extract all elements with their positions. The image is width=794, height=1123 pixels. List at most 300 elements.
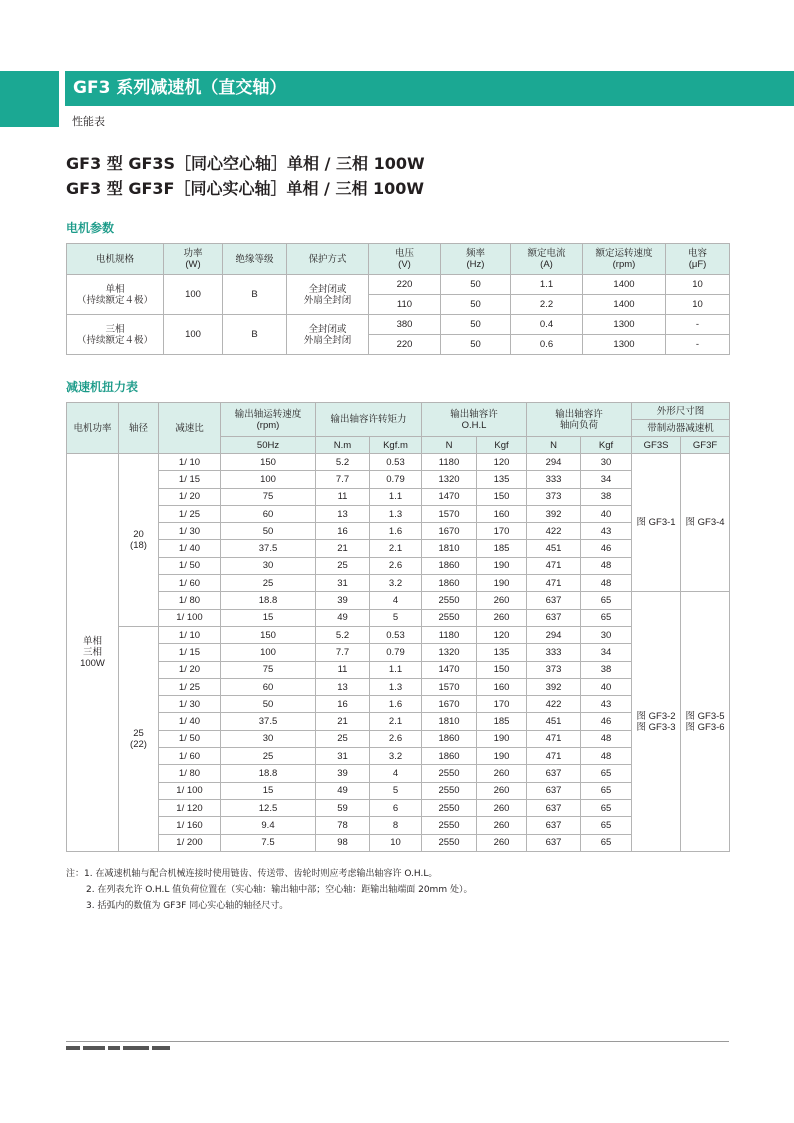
page-title: GF3 系列减速机（直交轴） — [73, 78, 287, 98]
torque-axial-n-cell: 637 — [527, 592, 581, 609]
torque-nm-cell: 11 — [316, 661, 370, 678]
torque-ratio-cell: 1/ 100 — [159, 609, 221, 626]
torque-nm-cell: 39 — [316, 765, 370, 782]
torque-ohl-n-cell: 2550 — [422, 834, 477, 851]
col-header-axial-sub: 轴向负荷 — [560, 419, 599, 431]
col-header-hz: 50Hz — [221, 437, 316, 454]
motor-insulation-cell: B — [223, 315, 287, 355]
torque-axial-kgf-cell: 43 — [581, 523, 632, 540]
motor-row — [67, 275, 730, 295]
col-header-frequency-label: 频率 — [465, 248, 485, 259]
motor-row — [67, 315, 730, 335]
torque-kgfm-cell: 5 — [370, 782, 422, 799]
torque-ohl-kgf-cell: 260 — [477, 834, 527, 851]
model-heading-1: GF3 型 GF3S［同心空心轴］单相 / 三相 100W — [66, 154, 425, 173]
torque-axial-n-cell: 373 — [527, 488, 581, 505]
torque-row — [67, 765, 730, 782]
torque-kgfm-cell: 5 — [370, 609, 422, 626]
motor-protection-cell — [287, 275, 369, 315]
torque-rpm-cell: 75 — [221, 661, 316, 678]
torque-ohl-n-cell: 2550 — [422, 782, 477, 799]
motor-speed-cell: 1400 — [583, 275, 666, 295]
torque-axial-n-cell: 392 — [527, 678, 581, 695]
torque-ratio-cell: 1/ 50 — [159, 557, 221, 574]
col-header-motor-power: 电机功率 — [67, 403, 119, 454]
torque-nm-cell: 13 — [316, 505, 370, 522]
torque-ohl-kgf-cell: 135 — [477, 644, 527, 661]
torque-rpm-cell: 12.5 — [221, 799, 316, 816]
torque-ohl-n-cell: 1860 — [422, 730, 477, 747]
model-heading-2: GF3 型 GF3F［同心实心轴］单相 / 三相 100W — [66, 179, 425, 198]
torque-rpm-cell: 30 — [221, 730, 316, 747]
torque-axial-kgf-cell: 30 — [581, 454, 632, 471]
torque-ohl-n-cell: 1670 — [422, 696, 477, 713]
torque-ratio-cell: 1/ 20 — [159, 488, 221, 505]
page-subtitle: 性能表 — [72, 115, 105, 128]
motor-params-table — [66, 243, 730, 355]
torque-ohl-n-cell: 2550 — [422, 592, 477, 609]
notes-prefix: 注： — [66, 869, 85, 879]
torque-axial-kgf-cell: 48 — [581, 575, 632, 592]
torque-ratio-cell: 1/ 30 — [159, 696, 221, 713]
col-header-output-speed-label: 输出轴运转速度 — [234, 408, 302, 420]
col-header-brake: 带制动器减速机 — [632, 420, 730, 437]
torque-ratio-cell: 1/ 160 — [159, 817, 221, 834]
torque-rpm-cell: 15 — [221, 782, 316, 799]
figure-ref-gf3f-b — [681, 592, 730, 851]
col-header-ohl-kgf: Kgf — [477, 437, 527, 454]
torque-axial-kgf-cell: 48 — [581, 748, 632, 765]
torque-ohl-n-cell: 1860 — [422, 575, 477, 592]
torque-kgfm-cell: 0.79 — [370, 471, 422, 488]
torque-ohl-n-cell: 1180 — [422, 454, 477, 471]
torque-ratio-cell: 1/ 30 — [159, 523, 221, 540]
motor-table-body — [67, 275, 730, 355]
torque-ohl-n-cell: 2550 — [422, 817, 477, 834]
torque-axial-kgf-cell: 40 — [581, 505, 632, 522]
torque-row — [67, 817, 730, 834]
torque-rpm-cell: 150 — [221, 626, 316, 643]
torque-ratio-cell: 1/ 50 — [159, 730, 221, 747]
col-header-frequency-unit: (Hz) — [466, 259, 485, 270]
torque-axial-kgf-cell: 65 — [581, 834, 632, 851]
torque-ohl-n-cell: 1470 — [422, 661, 477, 678]
torque-ohl-n-cell: 2550 — [422, 799, 477, 816]
figure-ref-gf3s-b — [632, 592, 681, 851]
torque-axial-kgf-cell: 40 — [581, 678, 632, 695]
torque-motor-power-line-2: 三相 — [82, 646, 102, 658]
motor-capacitor-cell: 10 — [666, 275, 730, 295]
motor-spec-note: （持续额定４极） — [76, 294, 153, 306]
torque-row — [67, 696, 730, 713]
col-header-axial-label: 输出轴容许 — [555, 408, 603, 420]
motor-voltage-cell: 220 — [369, 335, 441, 355]
torque-row — [67, 730, 730, 747]
motor-spec-name: 单相 — [105, 283, 125, 295]
col-header-ohl-n: N — [422, 437, 477, 454]
torque-row — [67, 471, 730, 488]
torque-kgfm-cell: 3.2 — [370, 748, 422, 765]
torque-kgfm-cell: 1.1 — [370, 488, 422, 505]
torque-axial-kgf-cell: 38 — [581, 661, 632, 678]
torque-shaft-sub: (22) — [130, 738, 147, 750]
motor-current-cell: 0.4 — [511, 315, 583, 335]
torque-kgfm-cell: 4 — [370, 765, 422, 782]
torque-axial-kgf-cell: 43 — [581, 696, 632, 713]
col-header-current — [511, 244, 583, 275]
torque-nm-cell: 39 — [316, 592, 370, 609]
note-2: 2. 在列表允许 O.H.L 值负荷位置在（实心轴：输出轴中部；空心轴：距输出轴端面 20mm 处）。 — [86, 885, 473, 895]
motor-current-cell: 2.2 — [511, 295, 583, 315]
col-header-ohl — [422, 403, 527, 437]
col-header-kgfm: Kgf.m — [370, 437, 422, 454]
motor-header-row — [67, 244, 730, 275]
motor-spec-note: （持续额定４极） — [76, 334, 153, 346]
torque-row — [67, 834, 730, 851]
torque-row — [67, 488, 730, 505]
motor-insulation-cell: B — [223, 275, 287, 315]
col-header-ohl-sub: O.H.L — [461, 419, 487, 431]
figure-ref-gf3s-b-1: 图 GF3-2 — [636, 710, 676, 722]
col-header-shaft: 轴径 — [119, 403, 159, 454]
torque-nm-cell: 13 — [316, 678, 370, 695]
torque-axial-n-cell: 637 — [527, 765, 581, 782]
torque-ratio-cell: 1/ 40 — [159, 540, 221, 557]
motor-voltage-cell: 110 — [369, 295, 441, 315]
torque-rpm-cell: 50 — [221, 523, 316, 540]
motor-protection-line-2: 外扇全封闭 — [303, 294, 352, 306]
torque-row — [67, 799, 730, 816]
torque-axial-n-cell: 471 — [527, 575, 581, 592]
motor-frequency-cell: 50 — [441, 275, 511, 295]
torque-ratio-cell: 1/ 100 — [159, 782, 221, 799]
col-header-voltage-label: 电压 — [394, 248, 414, 259]
motor-spec-cell — [67, 275, 164, 315]
torque-axial-kgf-cell: 34 — [581, 644, 632, 661]
torque-kgfm-cell: 2.6 — [370, 730, 422, 747]
torque-rpm-cell: 30 — [221, 557, 316, 574]
motor-frequency-cell: 50 — [441, 315, 511, 335]
torque-axial-kgf-cell: 34 — [581, 471, 632, 488]
note-3: 3. 括弧内的数值为 GF3F 同心实心轴的轴径尺寸。 — [86, 901, 289, 911]
torque-ohl-kgf-cell: 190 — [477, 575, 527, 592]
torque-rpm-cell: 15 — [221, 609, 316, 626]
torque-row — [67, 748, 730, 765]
col-header-frequency — [441, 244, 511, 275]
torque-axial-n-cell: 451 — [527, 540, 581, 557]
motor-current-cell: 0.6 — [511, 335, 583, 355]
figure-ref-gf3f-b-1: 图 GF3-5 — [685, 710, 725, 722]
col-header-voltage-unit: (V) — [398, 259, 411, 270]
figure-ref-gf3f-b-2: 图 GF3-6 — [685, 721, 725, 733]
torque-axial-n-cell: 373 — [527, 661, 581, 678]
col-header-nm: N.m — [316, 437, 370, 454]
notes-block — [66, 866, 472, 914]
torque-motor-power-line-1: 单相 — [82, 635, 102, 647]
torque-shaft-value: 25 — [133, 727, 144, 739]
torque-ohl-kgf-cell: 150 — [477, 488, 527, 505]
torque-nm-cell: 49 — [316, 782, 370, 799]
torque-nm-cell: 49 — [316, 609, 370, 626]
torque-kgfm-cell: 1.3 — [370, 678, 422, 695]
torque-ohl-n-cell: 1570 — [422, 678, 477, 695]
torque-axial-kgf-cell: 65 — [581, 817, 632, 834]
torque-ohl-kgf-cell: 190 — [477, 557, 527, 574]
torque-axial-kgf-cell: 65 — [581, 609, 632, 626]
torque-axial-n-cell: 451 — [527, 713, 581, 730]
torque-ohl-kgf-cell: 170 — [477, 523, 527, 540]
torque-nm-cell: 78 — [316, 817, 370, 834]
col-header-speed-label: 额定运转速度 — [595, 248, 653, 259]
col-header-protection: 保护方式 — [287, 244, 369, 275]
torque-ohl-n-cell: 2550 — [422, 765, 477, 782]
torque-row — [67, 782, 730, 799]
torque-table — [66, 402, 730, 852]
torque-ratio-cell: 1/ 120 — [159, 799, 221, 816]
col-header-power — [164, 244, 223, 275]
torque-axial-n-cell: 333 — [527, 471, 581, 488]
torque-axial-n-cell: 422 — [527, 696, 581, 713]
torque-row — [67, 557, 730, 574]
torque-ratio-cell: 1/ 25 — [159, 505, 221, 522]
col-header-ohl-label: 输出轴容许 — [450, 408, 498, 420]
torque-rpm-cell: 18.8 — [221, 592, 316, 609]
torque-row — [67, 661, 730, 678]
torque-nm-cell: 16 — [316, 523, 370, 540]
torque-axial-kgf-cell: 65 — [581, 592, 632, 609]
torque-axial-n-cell: 637 — [527, 799, 581, 816]
torque-ratio-cell: 1/ 80 — [159, 592, 221, 609]
note-1-text: 1. 在减速机轴与配合机械连接时使用链齿、传送带、齿轮时则应考虑输出轴容许 O.H.L。 — [84, 869, 438, 879]
torque-ohl-kgf-cell: 185 — [477, 713, 527, 730]
torque-ohl-kgf-cell: 260 — [477, 799, 527, 816]
torque-ratio-cell: 1/ 60 — [159, 575, 221, 592]
motor-capacitor-cell: - — [666, 315, 730, 335]
torque-kgfm-cell: 1.6 — [370, 696, 422, 713]
motor-capacitor-cell: - — [666, 335, 730, 355]
torque-row — [67, 713, 730, 730]
torque-axial-kgf-cell: 65 — [581, 782, 632, 799]
torque-row — [67, 454, 730, 471]
torque-row — [67, 575, 730, 592]
col-header-gf3f: GF3F — [681, 437, 730, 454]
motor-capacitor-cell: 10 — [666, 295, 730, 315]
motor-voltage-cell: 380 — [369, 315, 441, 335]
torque-nm-cell: 16 — [316, 696, 370, 713]
col-header-torque: 输出轴容许转矩力 — [316, 403, 422, 437]
torque-rpm-cell: 7.5 — [221, 834, 316, 851]
col-header-capacitor-label: 电容 — [687, 248, 707, 259]
torque-rpm-cell: 37.5 — [221, 540, 316, 557]
torque-kgfm-cell: 2.6 — [370, 557, 422, 574]
torque-kgfm-cell: 6 — [370, 799, 422, 816]
torque-row — [67, 678, 730, 695]
torque-shaft-value: 20 — [133, 528, 144, 540]
torque-nm-cell: 25 — [316, 730, 370, 747]
torque-rpm-cell: 18.8 — [221, 765, 316, 782]
motor-speed-cell: 1400 — [583, 295, 666, 315]
banner-accent-block — [0, 71, 59, 127]
torque-ratio-cell: 1/ 15 — [159, 471, 221, 488]
motor-protection-line-1: 全封闭或 — [308, 283, 347, 295]
torque-ohl-kgf-cell: 120 — [477, 626, 527, 643]
torque-axial-n-cell: 294 — [527, 454, 581, 471]
torque-ohl-kgf-cell: 185 — [477, 540, 527, 557]
torque-axial-n-cell: 637 — [527, 817, 581, 834]
motor-protection-line-2: 外扇全封闭 — [303, 334, 352, 346]
col-header-voltage — [369, 244, 441, 275]
torque-row — [67, 540, 730, 557]
torque-rpm-cell: 9.4 — [221, 817, 316, 834]
torque-axial-n-cell: 392 — [527, 505, 581, 522]
col-header-output-speed — [221, 403, 316, 437]
torque-kgfm-cell: 1.1 — [370, 661, 422, 678]
footer-divider — [66, 1041, 729, 1042]
torque-ohl-n-cell: 1810 — [422, 540, 477, 557]
torque-axial-n-cell: 471 — [527, 748, 581, 765]
torque-axial-kgf-cell: 65 — [581, 765, 632, 782]
torque-ratio-cell: 1/ 60 — [159, 748, 221, 765]
torque-nm-cell: 21 — [316, 540, 370, 557]
torque-row — [67, 626, 730, 643]
torque-nm-cell: 59 — [316, 799, 370, 816]
torque-nm-cell: 21 — [316, 713, 370, 730]
torque-rpm-cell: 100 — [221, 644, 316, 661]
torque-ratio-cell: 1/ 10 — [159, 454, 221, 471]
torque-ohl-n-cell: 1860 — [422, 748, 477, 765]
torque-ohl-n-cell: 1570 — [422, 505, 477, 522]
torque-kgfm-cell: 2.1 — [370, 540, 422, 557]
motor-speed-cell: 1300 — [583, 315, 666, 335]
motor-current-cell: 1.1 — [511, 275, 583, 295]
torque-nm-cell: 5.2 — [316, 454, 370, 471]
torque-axial-kgf-cell: 48 — [581, 730, 632, 747]
motor-frequency-cell: 50 — [441, 295, 511, 315]
torque-ohl-n-cell: 1670 — [422, 523, 477, 540]
torque-row — [67, 592, 730, 609]
torque-row — [67, 644, 730, 661]
col-header-spec: 电机规格 — [67, 244, 164, 275]
torque-nm-cell: 11 — [316, 488, 370, 505]
footer-page-mark — [66, 1046, 196, 1052]
torque-kgfm-cell: 10 — [370, 834, 422, 851]
col-header-axial-n: N — [527, 437, 581, 454]
torque-row — [67, 505, 730, 522]
motor-voltage-cell: 220 — [369, 275, 441, 295]
torque-shaft-cell — [119, 626, 159, 851]
torque-shaft-sub: (18) — [130, 539, 147, 551]
torque-axial-n-cell: 333 — [527, 644, 581, 661]
col-header-insulation: 绝缘等级 — [223, 244, 287, 275]
torque-kgfm-cell: 4 — [370, 592, 422, 609]
torque-nm-cell: 5.2 — [316, 626, 370, 643]
torque-axial-kgf-cell: 30 — [581, 626, 632, 643]
col-header-axial — [527, 403, 632, 437]
torque-ohl-kgf-cell: 260 — [477, 609, 527, 626]
torque-header-row-1 — [67, 403, 730, 420]
torque-ohl-kgf-cell: 170 — [477, 696, 527, 713]
torque-nm-cell: 98 — [316, 834, 370, 851]
torque-ohl-kgf-cell: 160 — [477, 678, 527, 695]
col-header-output-speed-unit: (rpm) — [256, 419, 280, 431]
torque-kgfm-cell: 0.53 — [370, 626, 422, 643]
torque-ratio-cell: 1/ 15 — [159, 644, 221, 661]
torque-ohl-n-cell: 1320 — [422, 471, 477, 488]
torque-rpm-cell: 37.5 — [221, 713, 316, 730]
motor-power-cell: 100 — [164, 315, 223, 355]
torque-kgfm-cell: 1.3 — [370, 505, 422, 522]
torque-ohl-kgf-cell: 260 — [477, 765, 527, 782]
torque-kgfm-cell: 0.79 — [370, 644, 422, 661]
torque-motor-power-cell — [67, 454, 119, 852]
torque-axial-kgf-cell: 65 — [581, 799, 632, 816]
figure-ref-gf3s-a: 图 GF3-1 — [632, 454, 681, 592]
torque-axial-n-cell: 471 — [527, 557, 581, 574]
torque-rpm-cell: 60 — [221, 678, 316, 695]
torque-axial-kgf-cell: 48 — [581, 557, 632, 574]
torque-axial-n-cell: 422 — [527, 523, 581, 540]
torque-ratio-cell: 1/ 40 — [159, 713, 221, 730]
torque-rpm-cell: 25 — [221, 575, 316, 592]
torque-nm-cell: 31 — [316, 748, 370, 765]
torque-rpm-cell: 100 — [221, 471, 316, 488]
torque-row — [67, 523, 730, 540]
col-header-axial-kgf: Kgf — [581, 437, 632, 454]
torque-ohl-n-cell: 1180 — [422, 626, 477, 643]
torque-motor-power-line-3: 100W — [80, 657, 105, 669]
torque-ohl-kgf-cell: 190 — [477, 748, 527, 765]
torque-rpm-cell: 60 — [221, 505, 316, 522]
note-1 — [66, 866, 472, 882]
torque-rpm-cell: 50 — [221, 696, 316, 713]
col-header-current-label: 额定电流 — [527, 248, 566, 259]
torque-ratio-cell: 1/ 10 — [159, 626, 221, 643]
col-header-capacitor — [666, 244, 730, 275]
torque-ohl-n-cell: 1810 — [422, 713, 477, 730]
torque-kgfm-cell: 8 — [370, 817, 422, 834]
figure-ref-gf3s-b-2: 图 GF3-3 — [636, 721, 676, 733]
torque-ratio-cell: 1/ 25 — [159, 678, 221, 695]
col-header-capacitor-unit: (μF) — [688, 259, 707, 270]
torque-axial-n-cell: 294 — [527, 626, 581, 643]
torque-rpm-cell: 25 — [221, 748, 316, 765]
torque-kgfm-cell: 0.53 — [370, 454, 422, 471]
torque-kgfm-cell: 3.2 — [370, 575, 422, 592]
torque-rpm-cell: 150 — [221, 454, 316, 471]
torque-table-body — [67, 454, 730, 852]
torque-axial-kgf-cell: 46 — [581, 713, 632, 730]
torque-ohl-kgf-cell: 260 — [477, 817, 527, 834]
page-title-banner — [65, 71, 794, 106]
torque-axial-n-cell: 637 — [527, 782, 581, 799]
col-header-current-unit: (A) — [540, 259, 553, 270]
motor-protection-line-1: 全封闭或 — [308, 323, 347, 335]
torque-ohl-kgf-cell: 135 — [477, 471, 527, 488]
figure-ref-gf3f-a: 图 GF3-4 — [681, 454, 730, 592]
torque-ohl-kgf-cell: 260 — [477, 592, 527, 609]
torque-axial-kgf-cell: 38 — [581, 488, 632, 505]
torque-axial-n-cell: 637 — [527, 834, 581, 851]
torque-ohl-kgf-cell: 260 — [477, 782, 527, 799]
torque-ratio-cell: 1/ 80 — [159, 765, 221, 782]
torque-ohl-kgf-cell: 150 — [477, 661, 527, 678]
torque-ratio-cell: 1/ 200 — [159, 834, 221, 851]
col-header-dimension: 外形尺寸图 — [632, 403, 730, 420]
col-header-power-label: 功率 — [183, 248, 203, 259]
torque-section-title: 减速机扭力表 — [66, 380, 139, 394]
col-header-power-unit: (W) — [185, 259, 201, 270]
col-header-speed — [583, 244, 666, 275]
